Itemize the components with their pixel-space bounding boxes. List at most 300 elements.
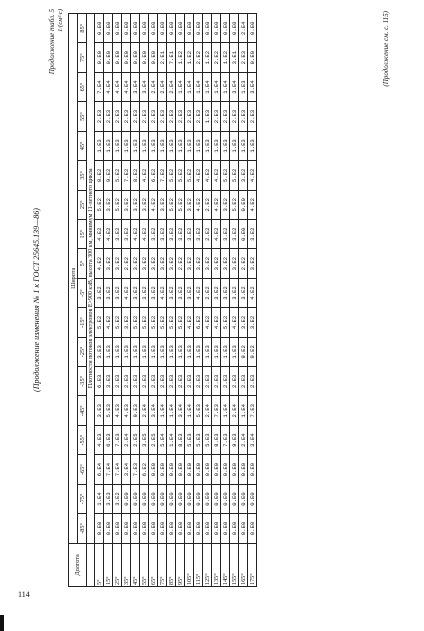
flux-cell: 2.E2: [239, 249, 248, 278]
flux-cell: 0.E0: [158, 14, 167, 43]
flux-cell: 2.E3: [122, 367, 131, 396]
flux-cell: 2.E3: [221, 102, 230, 131]
flux-cell: 2.E3: [158, 102, 167, 131]
flux-cell: 2.E2: [212, 43, 221, 72]
flux-cell: 4.E2: [212, 161, 221, 190]
flux-cell: 0.E0: [248, 455, 257, 484]
flux-cell: 0.E0: [131, 14, 140, 43]
table-row: [239, 14, 248, 587]
flux-cell: 2.E1: [158, 43, 167, 72]
flux-cell: 3.E5: [140, 425, 149, 454]
flux-cell: 3.E2: [113, 219, 122, 248]
caption-row: [87, 14, 95, 587]
flux-cell: 3.E2: [185, 190, 194, 219]
flux-cell: 0.E0: [167, 484, 176, 513]
flux-cell: 5.E2: [230, 190, 239, 219]
flux-cell: 4.E2: [194, 190, 203, 219]
flux-cell: 3.E2: [95, 278, 104, 307]
flux-cell: 3.E2: [230, 219, 239, 248]
flux-cell: 2.E3: [203, 367, 212, 396]
flux-cell: 0.E0: [176, 14, 185, 43]
flux-cell: 2.E3: [149, 102, 158, 131]
flux-cell: 7.E2: [158, 161, 167, 190]
table-row: [203, 14, 212, 587]
flux-cell: 1.E3: [149, 337, 158, 366]
flux-cell: 3.E2: [212, 249, 221, 278]
flux-cell: 5.E2: [131, 308, 140, 337]
flux-cell: 2.E3: [212, 102, 221, 131]
flux-cell: 2.E3: [167, 102, 176, 131]
flux-cell: 0.E0: [140, 484, 149, 513]
flux-cell: 4.E2: [230, 308, 239, 337]
flux-cell: 0.E0: [185, 455, 194, 484]
flux-cell: 1.E4: [239, 396, 248, 425]
table-row: [104, 14, 113, 587]
longitude-label: 145°: [221, 543, 230, 586]
flux-cell: 0.E0: [203, 484, 212, 513]
flux-cell: 4.E2: [104, 308, 113, 337]
flux-cell: 3.E2: [239, 308, 248, 337]
flux-cell: 1.E4: [212, 72, 221, 101]
table-row: [194, 14, 203, 587]
latitude-column-header: -35°: [78, 367, 87, 396]
flux-cell: 1.E3: [230, 131, 239, 160]
flux-cell: 3.E4: [149, 396, 158, 425]
flux-cell: 2.E3: [113, 102, 122, 131]
flux-cell: 0.E0: [140, 43, 149, 72]
flux-cell: 2.E3: [122, 102, 131, 131]
flux-cell: 1.E3: [203, 102, 212, 131]
flux-cell: 0.E0: [221, 455, 230, 484]
column-header-row: [78, 14, 87, 587]
flux-cell: 2.E4: [158, 72, 167, 101]
latitude-column-header: 75°: [78, 43, 87, 72]
flux-cell: 1.E2: [203, 43, 212, 72]
flux-cell: 7.E3: [131, 455, 140, 484]
flux-cell: 0.E0: [113, 514, 122, 543]
table-row: [140, 14, 149, 587]
flux-cell: 5.E2: [221, 161, 230, 190]
flux-cell: 3.E2: [104, 249, 113, 278]
flux-cell: 1.E3: [131, 131, 140, 160]
flux-cell: 1.E3: [194, 337, 203, 366]
flux-cell: 3.E2: [131, 190, 140, 219]
longitude-label: 85°: [167, 543, 176, 586]
flux-cell: 1.E3: [167, 131, 176, 160]
longitude-label: 155°: [230, 543, 239, 586]
flux-cell: 2.E3: [248, 367, 257, 396]
flux-cell: 7.E3: [113, 425, 122, 454]
flux-cell: 1.E3: [185, 337, 194, 366]
flux-cell: 4.E2: [131, 219, 140, 248]
flux-cell: 1.E3: [140, 131, 149, 160]
table-row: [122, 14, 131, 587]
flux-cell: 3.E4: [248, 72, 257, 101]
longitude-label: 45°: [131, 543, 140, 586]
flux-cell: 2.E3: [239, 43, 248, 72]
longitude-label: 75°: [158, 543, 167, 586]
flux-cell: 3.E2: [140, 190, 149, 219]
flux-cell: 1.E4: [167, 425, 176, 454]
flux-cell: 0.E0: [158, 455, 167, 484]
flux-cell: 0.E0: [158, 514, 167, 543]
flux-cell: 1.E3: [194, 131, 203, 160]
flux-cell: 0.E0: [203, 455, 212, 484]
flux-cell: 1.E3: [113, 337, 122, 366]
table-row: [230, 14, 239, 587]
latitude-column-header: -15°: [78, 308, 87, 337]
flux-cell: 2.E3: [149, 367, 158, 396]
flux-cell: 0.E0: [194, 514, 203, 543]
flux-cell: 4.E2: [185, 308, 194, 337]
flux-cell: 0.E0: [167, 14, 176, 43]
flux-cell: 2.E3: [140, 102, 149, 131]
latitude-column-header: 55°: [78, 102, 87, 131]
flux-cell: 0.E0: [149, 455, 158, 484]
flux-cell: 3.E2: [140, 278, 149, 307]
flux-cell: 7.E4: [95, 72, 104, 101]
flux-cell: 3.E2: [131, 249, 140, 278]
flux-cell: 0.E0: [248, 514, 257, 543]
flux-cell: 1.E4: [176, 72, 185, 101]
flux-cell: 0.E0: [122, 514, 131, 543]
longitude-label: 165°: [239, 543, 248, 586]
flux-cell: 2.E3: [185, 102, 194, 131]
flux-cell: 2.E3: [230, 367, 239, 396]
flux-cell: 3.E3: [104, 367, 113, 396]
flux-cell: 3.E3: [95, 337, 104, 366]
units-label: 1/(см²·с): [57, 9, 64, 32]
flux-cell: 3.E2: [194, 219, 203, 248]
flux-cell: 0.E0: [104, 14, 113, 43]
flux-cell: 2.E4: [230, 396, 239, 425]
longitude-label: 115°: [194, 543, 203, 586]
flux-cell: 3.E2: [221, 278, 230, 307]
table-row: [176, 14, 185, 587]
flux-cell: 0.E0: [176, 484, 185, 513]
longitude-label: 15°: [104, 543, 113, 586]
flux-cell: 5.E2: [149, 308, 158, 337]
flux-cell: 0.E0: [239, 219, 248, 248]
flux-cell: 3.E2: [221, 249, 230, 278]
longitude-label: 65°: [149, 543, 158, 586]
flux-cell: 4.E4: [104, 72, 113, 101]
page-number: 114: [18, 590, 30, 599]
flux-cell: 2.E2: [194, 43, 203, 72]
continuation-footer: (Продолжение см. с. 115): [382, 11, 390, 87]
flux-cell: 5.E2: [176, 308, 185, 337]
flux-cell: 2.E3: [239, 367, 248, 396]
binding-mark: [0, 615, 4, 631]
flux-cell: 3.E2: [122, 219, 131, 248]
flux-cell: 0.E0: [149, 514, 158, 543]
flux-cell: 5.E2: [176, 161, 185, 190]
flux-cell: 3.E3: [95, 396, 104, 425]
flux-cell: 2.E4: [167, 72, 176, 101]
flux-cell: 1.E2: [221, 43, 230, 72]
flux-cell: 5.E3: [104, 396, 113, 425]
flux-cell: 2.E3: [194, 102, 203, 131]
flux-cell: 1.E3: [122, 131, 131, 160]
flux-cell: 3.E2: [167, 249, 176, 278]
flux-cell: 2.E3: [194, 367, 203, 396]
flux-cell: 5.E2: [95, 190, 104, 219]
flux-cell: 1.E3: [149, 131, 158, 160]
flux-cell: 0.E0: [167, 514, 176, 543]
flux-cell: 2.E2: [203, 278, 212, 307]
flux-cell: 7.E1: [167, 43, 176, 72]
flux-cell: 3.E2: [176, 219, 185, 248]
flux-cell: 1.E4: [203, 72, 212, 101]
flux-cell: 4.E2: [212, 308, 221, 337]
flux-cell: 3.E4: [248, 425, 257, 454]
table-continuation-label: Продолжение табл. 5: [48, 9, 56, 75]
flux-cell: 2.E3: [167, 367, 176, 396]
flux-cell: 0.E0: [131, 484, 140, 513]
longitude-label: 25°: [113, 543, 122, 586]
flux-cell: 3.E2: [230, 249, 239, 278]
flux-cell: 4.E2: [203, 161, 212, 190]
flux-cell: 6.E3: [95, 367, 104, 396]
flux-cell: 1.E3: [203, 131, 212, 160]
flux-cell: 0.E0: [140, 514, 149, 543]
flux-cell: 2.E3: [95, 102, 104, 131]
flux-cell: 0.E0: [167, 455, 176, 484]
flux-cell: 4.E2: [95, 219, 104, 248]
flux-cell: 3.E3: [104, 484, 113, 513]
longitude-label: 175°: [248, 543, 257, 586]
flux-cell: 2.E3: [131, 367, 140, 396]
flux-cell: 0.E0: [140, 14, 149, 43]
flux-cell: 0.E0: [122, 14, 131, 43]
flux-cell: 4.E4: [113, 72, 122, 101]
flux-cell: 0.E0: [158, 484, 167, 513]
flux-cell: 9.E2: [104, 161, 113, 190]
flux-cell: 3.E2: [158, 190, 167, 219]
flux-cell: 2.E4: [122, 425, 131, 454]
flux-cell: 1.E4: [167, 396, 176, 425]
flux-cell: 4.E2: [140, 161, 149, 190]
flux-cell: 3.E2: [194, 249, 203, 278]
flux-cell: 3.E2: [158, 249, 167, 278]
flux-cell: 5.E2: [95, 308, 104, 337]
latitude-column-header: 25°: [78, 190, 87, 219]
flux-cell: 2.E5: [131, 425, 140, 454]
flux-cell: 5.E3: [185, 425, 194, 454]
flux-cell: 3.E2: [104, 278, 113, 307]
flux-cell: 0.E0: [212, 455, 221, 484]
flux-cell: 3.E2: [176, 278, 185, 307]
flux-cell: 0.E0: [95, 514, 104, 543]
longitude-label: 105°: [185, 543, 194, 586]
flux-cell: 1.E3: [140, 337, 149, 366]
table-row: [131, 14, 140, 587]
flux-cell: 5.E3: [203, 425, 212, 454]
flux-cell: 6.E2: [194, 308, 203, 337]
flux-cell: 2.E3: [230, 102, 239, 131]
flux-cell: 3.E4: [122, 455, 131, 484]
flux-cell: 0.E0: [239, 514, 248, 543]
flux-cell: 2.E3: [158, 367, 167, 396]
flux-cell: 3.E2: [203, 249, 212, 278]
flux-cell: 2.E3: [248, 102, 257, 131]
flux-cell: 3.E2: [230, 278, 239, 307]
flux-cell: 3.E2: [221, 219, 230, 248]
flux-cell: 2.E3: [185, 367, 194, 396]
flux-cell: 0.E0: [212, 14, 221, 43]
flux-cell: 3.E2: [167, 278, 176, 307]
flux-cell: 0.E0: [176, 455, 185, 484]
flux-cell: 1.E3: [95, 131, 104, 160]
flux-cell: 5.E3: [194, 396, 203, 425]
flux-cell: 0.E0: [230, 14, 239, 43]
flux-cell: 1.E3: [176, 337, 185, 366]
flux-cell: 4.E3: [122, 396, 131, 425]
table-row: [149, 14, 158, 587]
flux-cell: 1.E3: [203, 337, 212, 366]
flux-cell: 5.E2: [158, 308, 167, 337]
flux-cell: 0.E0: [113, 43, 122, 72]
flux-cell: 4.E3: [95, 425, 104, 454]
flux-cell: 3.E2: [104, 190, 113, 219]
flux-cell: 5.E2: [167, 161, 176, 190]
flux-cell: 9.E2: [239, 337, 248, 366]
flux-cell: 2.E3: [221, 367, 230, 396]
corner-header: Долгота: [69, 543, 87, 586]
flux-cell: 0.E0: [185, 484, 194, 513]
flux-cell: 3.E2: [113, 484, 122, 513]
flux-cell: 6.E3: [104, 425, 113, 454]
flux-cell: 3.E2: [158, 219, 167, 248]
latitude-column-header: -45°: [78, 396, 87, 425]
flux-cell: 7.E4: [104, 455, 113, 484]
table-body: [87, 14, 257, 587]
latitude-column-header: -55°: [78, 425, 87, 454]
flux-cell: 4.E2: [140, 219, 149, 248]
flux-cell: 0.E0: [230, 455, 239, 484]
flux-cell: 8.E2: [95, 161, 104, 190]
flux-cell: 3.E2: [221, 190, 230, 219]
caption-spacer: [87, 543, 95, 586]
latitude-column-header: -5°: [78, 278, 87, 307]
flux-cell: 0.E0: [122, 484, 131, 513]
flux-cell: 5.E2: [113, 308, 122, 337]
rotated-page: [32, 5, 392, 595]
flux-cell: 5.E2: [176, 190, 185, 219]
flux-cell: 0.E0: [131, 514, 140, 543]
flux-cell: 1.E4: [95, 484, 104, 513]
flux-cell: 4.E2: [149, 190, 158, 219]
flux-cell: 2.E4: [149, 72, 158, 101]
flux-cell: 2.E5: [149, 425, 158, 454]
flux-cell: 2.E4: [239, 14, 248, 43]
flux-cell: 0.E0: [149, 43, 158, 72]
flux-cell: 3.E2: [239, 278, 248, 307]
flux-cell: 2.E3: [176, 367, 185, 396]
flux-cell: 1.E3: [185, 131, 194, 160]
flux-cell: 0.E0: [104, 514, 113, 543]
flux-cell: 0.E0: [95, 43, 104, 72]
flux-cell: 0.E0: [221, 484, 230, 513]
flux-cell: 3.E2: [239, 161, 248, 190]
flux-cell: 3.E2: [248, 219, 257, 248]
flux-cell: 4.E2: [212, 190, 221, 219]
flux-cell: 5.E2: [167, 190, 176, 219]
flux-cell: 3.E2: [167, 219, 176, 248]
flux-cell: 7.E4: [113, 455, 122, 484]
flux-cell: 0.E0: [221, 514, 230, 543]
flux-cell: 3.E2: [131, 278, 140, 307]
flux-cell: 1.E3: [131, 337, 140, 366]
flux-cell: 1.E3: [230, 337, 239, 366]
flux-cell: 1.E3: [248, 131, 257, 160]
flux-cell: 2.E2: [203, 190, 212, 219]
flux-cell: 3.E2: [113, 278, 122, 307]
flux-cell: 3.E2: [212, 278, 221, 307]
flux-cell: 0.E0: [95, 14, 104, 43]
flux-cell: 2.E2: [122, 249, 131, 278]
flux-cell: 0.E0: [113, 14, 122, 43]
table-row: [95, 14, 104, 587]
flux-cell: 7.E3: [221, 425, 230, 454]
flux-cell: 2.E4: [140, 396, 149, 425]
flux-cell: 1.E3: [239, 131, 248, 160]
latitude-column-header: 45°: [78, 131, 87, 160]
flux-cell: 3.E2: [149, 219, 158, 248]
flux-cell: 4.E2: [194, 161, 203, 190]
flux-cell: 2.E3: [131, 102, 140, 131]
flux-cell: 1.E4: [158, 396, 167, 425]
flux-cell: 1.E3: [113, 131, 122, 160]
flux-cell: 1.E3: [167, 337, 176, 366]
flux-cell: 0.E0: [149, 484, 158, 513]
flux-cell: 8.E3: [176, 425, 185, 454]
longitude-label: 125°: [203, 543, 212, 586]
latitude-column-header: 85°: [78, 14, 87, 43]
flux-cell: 5.E4: [158, 425, 167, 454]
flux-cell: 2.E3: [176, 102, 185, 131]
flux-cell: 7.E3: [212, 396, 221, 425]
longitude-label: 135°: [212, 543, 221, 586]
flux-cell: 6.E4: [95, 455, 104, 484]
flux-cell: 0.E0: [203, 514, 212, 543]
flux-cell: 0.E0: [230, 514, 239, 543]
flux-cell: 3.E2: [185, 219, 194, 248]
flux-cell: 3.E2: [149, 278, 158, 307]
flux-cell: 4.E4: [122, 72, 131, 101]
flux-cell: 1.E4: [221, 396, 230, 425]
flux-cell: 5.E3: [194, 425, 203, 454]
flux-cell: 2.E3: [212, 367, 221, 396]
flux-cell: 1.E3: [104, 131, 113, 160]
latitude-column-header: 35°: [78, 161, 87, 190]
flux-cell: 4.E2: [203, 308, 212, 337]
latitude-group-header: Широта: [69, 14, 78, 544]
flux-cell: 7.E3: [248, 396, 257, 425]
flux-cell: 0.E0: [212, 514, 221, 543]
flux-cell: 3.E2: [140, 249, 149, 278]
flux-cell: 3.E4: [176, 396, 185, 425]
flux-cell: 1.E3: [158, 131, 167, 160]
longitude-label: 35°: [122, 543, 131, 586]
flux-cell: 4.E2: [158, 278, 167, 307]
flux-cell: 1.E3: [122, 337, 131, 366]
flux-cell: 3.E2: [248, 249, 257, 278]
flux-cell: 1.E2: [176, 43, 185, 72]
flux-cell: 0.E0: [248, 484, 257, 513]
flux-cell: 3.E4: [131, 72, 140, 101]
flux-cell: 6.E2: [149, 161, 158, 190]
